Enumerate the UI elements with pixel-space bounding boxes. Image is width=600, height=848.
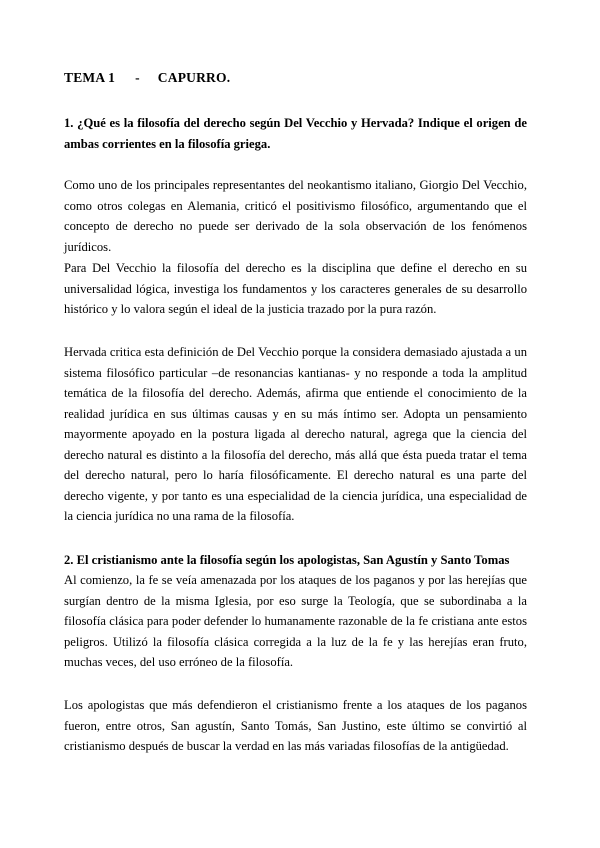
paragraph-1: Como uno de los principales representantes del neokantismo italiano, Giorgio Del Vecchio, como otros colegas en Alemania, criticó el positivismo filosófico, argumentando que el concepto de derecho no puede ser derivado de la sola observación de los fenómenos jurídicos. <box>64 178 527 254</box>
tema-label: TEMA 1 <box>64 70 116 85</box>
author-label: CAPURRO. <box>157 70 231 85</box>
page-header <box>64 70 230 86</box>
question-1-heading: 1. ¿Qué es la filosofía del derecho según Del Vecchio y Hervada? Indique el origen de ambas corrientes en la filosofía griega. <box>64 116 527 151</box>
paragraph-3: Hervada critica esta definición de Del Vecchio porque la considera demasiado ajustada a un sistema filosófico particular –de resonancias kantianas- y no responde a toda la amplitud temática de la filosofía del derecho. Además, afirma que entiende el conocimiento de la realidad jurídica en sus últimas causas y en su más íntimo ser. Adopta un pensamiento mayormente apoyado en la postura ligada al derecho natural, agrega que la ciencia del derecho natural es distinto a la filosofía del derecho, más allá que ésta pueda tratar el tema del derecho natural, pero lo haría filosóficamente. El derecho natural es una parte del derecho vigente, y por tanto es una especialidad de la ciencia jurídica, una especialidad de la ciencia jurídica no una rama de la filosofía. <box>64 345 527 523</box>
paragraph-5: Los apologistas que más defendieron el cristianismo frente a los ataques de los paganos fueron, entre otros, San agustín, Santo Tomás, San Justino, este último se convirtió al cristianismo después de buscar la verdad en las más variadas filosofías de la antigüedad. <box>64 698 527 753</box>
header-separator: - <box>135 70 140 85</box>
question-2-heading: 2. El cristianismo ante la filosofía según los apologistas, San Agustín y Santo Tomas <box>64 553 510 567</box>
paragraph-4: Al comienzo, la fe se veía amenazada por los ataques de los paganos y por las herejías que surgían dentro de la misma Iglesia, por eso surge la Teología, que se subordinaba a la filosofía clásica para poder defender lo humanamente razonable de la fe cristiana ante estos peligros. Utilizó la filosofía clásica corregida a la luz de la fe y las herejías eran fruto, muchas veces, del uso erróneo de la filosofía. <box>64 573 527 669</box>
paragraph-2: Para Del Vecchio la filosofía del derecho es la disciplina que define el derecho en su universalidad lógica, investiga los fundamentos y los caracteres generales de su desarrollo histórico y lo valora según el ideal de la justicia trazado por la pura razón. <box>64 261 527 316</box>
